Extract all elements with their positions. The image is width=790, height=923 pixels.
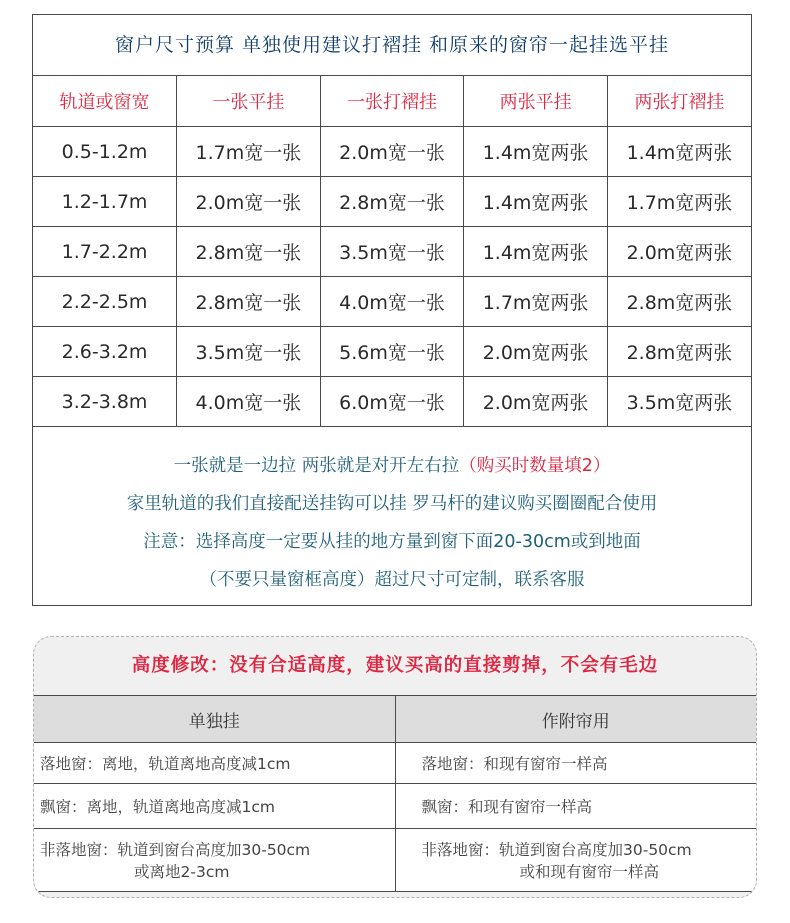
header-two-pleated: 两张打褶挂: [607, 76, 751, 127]
table-row: [33, 327, 751, 377]
cell-two-pleated: 2.8m宽两张: [607, 327, 751, 377]
cell-track-width: 2.6-3.2m: [33, 327, 177, 377]
cell-one-flat: 2.8m宽一张: [177, 277, 321, 327]
table-row: [34, 743, 756, 784]
table-row: [33, 277, 751, 327]
cell-as-liner-line-2: 或和现有窗帘一样高: [519, 863, 660, 881]
cell-one-pleated: 5.6m宽一张: [320, 327, 464, 377]
note-line-2: 家里轨道的我们直接配送挂钩可以挂 罗马杆的建议购买圈圈配合使用: [126, 494, 658, 514]
cell-as-liner: [395, 829, 756, 892]
cell-one-flat: 3.5m宽一张: [177, 327, 321, 377]
cell-one-pleated: 4.0m宽一张: [320, 277, 464, 327]
size-notes: [33, 427, 751, 599]
cell-two-flat: 1.7m宽两张: [464, 277, 608, 327]
cell-one-flat: 2.0m宽一张: [177, 177, 321, 227]
cell-track-width: 1.2-1.7m: [33, 177, 177, 227]
table-row: [34, 784, 756, 829]
cell-one-pleated: 2.8m宽一张: [320, 177, 464, 227]
header-one-flat: 一张平挂: [177, 76, 321, 127]
cell-track-width: 0.5-1.2m: [33, 127, 177, 177]
header-one-pleated: 一张打褶挂: [320, 76, 464, 127]
header-as-liner: 作附帘用: [395, 696, 756, 743]
cell-two-pleated: 3.5m宽两张: [607, 377, 751, 427]
cell-two-pleated: 1.7m宽两张: [607, 177, 751, 227]
cell-one-pleated: 6.0m宽一张: [320, 377, 464, 427]
cell-standalone: [34, 829, 395, 892]
cell-two-flat: 1.4m宽两张: [464, 227, 608, 277]
cell-one-flat: 4.0m宽一张: [177, 377, 321, 427]
header-track-width: 轨道或窗宽: [33, 76, 177, 127]
size-table-header-row: [33, 76, 751, 127]
cell-two-pleated: 1.4m宽两张: [607, 127, 751, 177]
cell-one-flat: 1.7m宽一张: [177, 127, 321, 177]
cell-track-width: 3.2-3.8m: [33, 377, 177, 427]
cell-two-flat: 1.4m宽两张: [464, 127, 608, 177]
cell-as-liner-line-1: 非落地窗：轨道到窗台高度加30-50cm: [421, 841, 692, 859]
size-chart-title: 窗户尺寸预算 单独使用建议打褶挂 和原来的窗帘一起挂选平挂: [114, 34, 670, 56]
table-row: [33, 377, 751, 427]
cell-one-flat: 2.8m宽一张: [177, 227, 321, 277]
cell-standalone: 落地窗：离地，轨道离地高度减1cm: [34, 743, 395, 784]
cell-track-width: 2.2-2.5m: [33, 277, 177, 327]
note-line-4: （不要只量窗框高度）超过尺寸可定制，联系客服: [199, 570, 585, 590]
size-table: [33, 75, 751, 427]
cell-one-pleated: 2.0m宽一张: [320, 127, 464, 177]
size-chart-card: [32, 14, 752, 606]
cell-as-liner: 落地窗：和现有窗帘一样高: [395, 743, 756, 784]
cell-two-pleated: 2.8m宽两张: [607, 277, 751, 327]
cell-standalone-line-2: 或离地2-3cm: [134, 863, 230, 881]
table-row: [33, 177, 751, 227]
cell-two-flat: 1.4m宽两张: [464, 177, 608, 227]
cell-as-liner: 飘窗：和现有窗帘一样高: [395, 784, 756, 829]
cell-standalone: 飘窗：离地，轨道离地高度减1cm: [34, 784, 395, 829]
header-two-flat: 两张平挂: [464, 76, 608, 127]
cell-two-flat: 2.0m宽两张: [464, 377, 608, 427]
note-line-1: [33, 447, 751, 485]
table-row: [33, 227, 751, 277]
cell-two-flat: 2.0m宽两张: [464, 327, 608, 377]
note-line-1-main: 一张就是一边拉 两张就是对开左右拉: [173, 456, 460, 476]
height-table-header-row: [34, 696, 756, 743]
table-row: [33, 127, 751, 177]
cell-two-pleated: 2.0m宽两张: [607, 227, 751, 277]
header-standalone: 单独挂: [34, 696, 395, 743]
cell-one-pleated: 3.5m宽一张: [320, 227, 464, 277]
height-adjust-title: 高度修改：没有合适高度，建议买高的直接剪掉，不会有毛边: [131, 655, 659, 676]
table-row: [34, 829, 756, 892]
height-adjust-card: [33, 636, 757, 898]
note-quantity-highlight: （购买时数量填2）: [459, 456, 611, 476]
cell-track-width: 1.7-2.2m: [33, 227, 177, 277]
height-table: [34, 695, 756, 892]
cell-standalone-line-1: 非落地窗：轨道到窗台高度加30-50cm: [40, 841, 311, 859]
note-line-3: 注意：选择高度一定要从挂的地方量到窗下面20-30cm或到地面: [143, 532, 641, 552]
